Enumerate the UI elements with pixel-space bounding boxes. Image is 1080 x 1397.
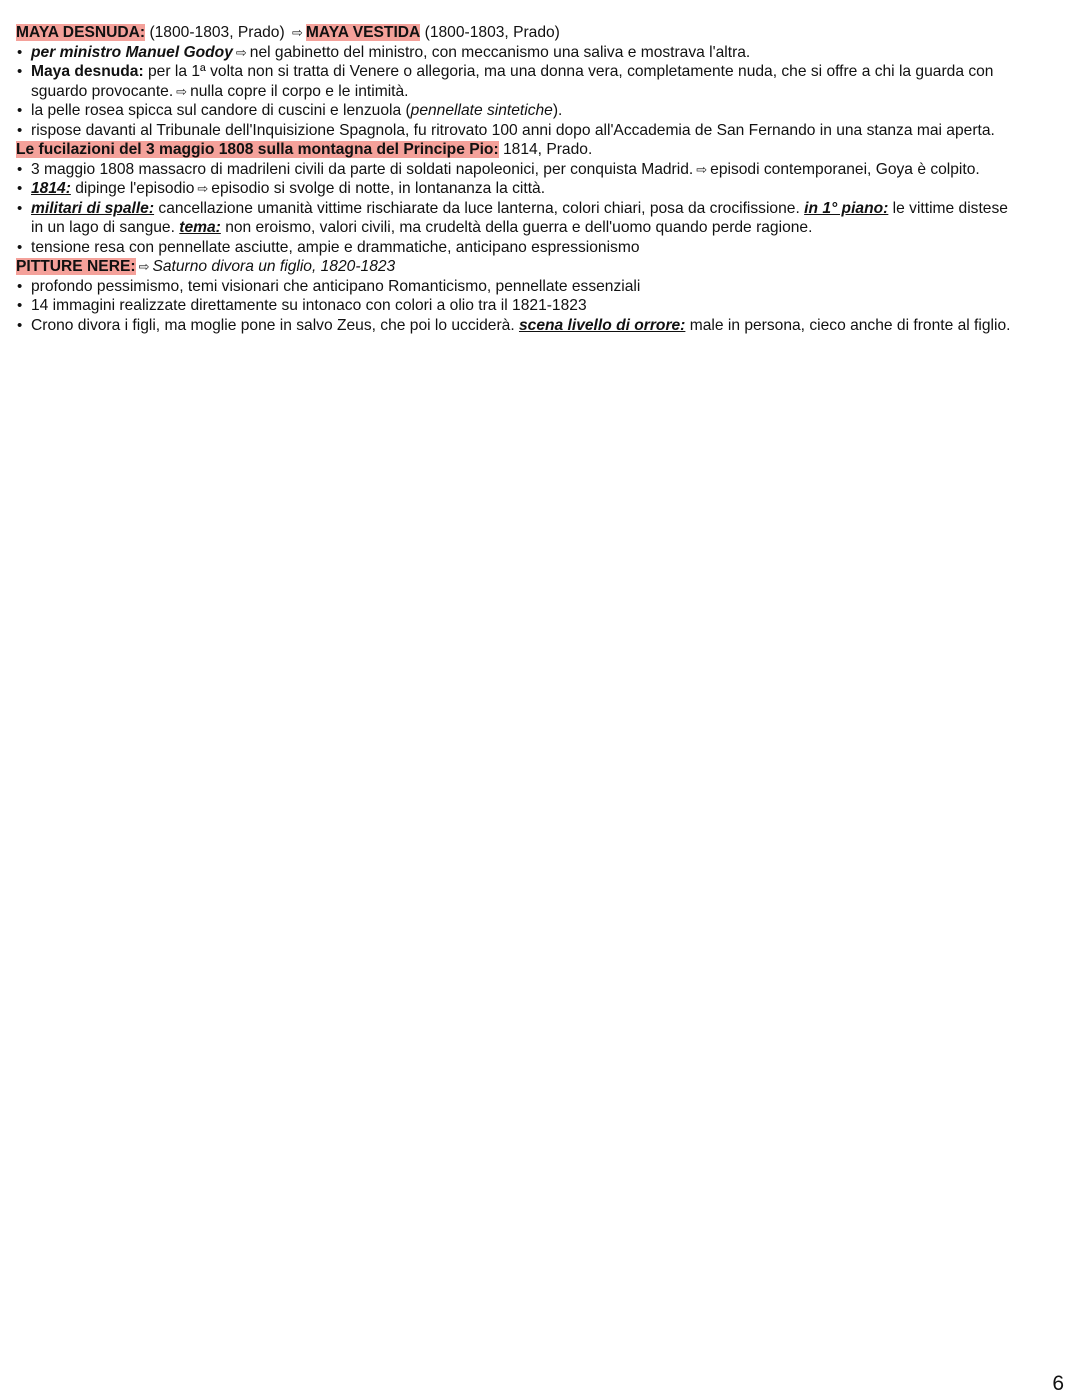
list-item-text: le vittime distese [888,199,1008,217]
list-item [16,62,1066,101]
list-item-text: dipinge l'episodio [70,180,195,197]
list-item-text: in un lago di sangue. [31,219,180,236]
list-item-text: la pelle rosea spicca sul candore di cuscini e lenzuola ( [31,102,411,119]
list-item [16,199,1066,238]
pitture-nere-bullet-list [16,277,1066,336]
list-item-italic: pennellate sintetiche [410,102,553,119]
list-item-text: 14 immagini realizzate direttamente su intonaco con colori a olio tra il 1821-1823 [31,297,587,314]
list-item-text: ). [552,102,563,119]
list-item [16,277,1066,297]
list-item-text: male in persona, cieco anche di fronte al figlio. [685,316,1011,334]
notes-page [16,23,1066,335]
list-item-text: sguardo provocante. [31,82,174,100]
page-number: 6 [1052,1372,1064,1395]
list-item [16,296,1066,316]
maya-bullet-list [16,43,1066,141]
maya-vestida-title: MAYA VESTIDA [305,24,421,41]
year-strong: 1814: [31,180,71,197]
fucilazioni-bullet-list [16,160,1066,258]
fucilazioni-meta: 1814, Prado. [498,141,593,158]
list-item-text: tensione resa con pennellate asciutte, ampie e drammatiche, anticipano espressionismo [31,238,640,256]
list-item-text: nel gabinetto del ministro, con meccanismo una saliva e mostrava l'altra. [249,43,751,61]
arrow-icon: ⇨ [176,83,188,99]
list-item-text: Crono divora i figli, ma moglie pone in salvo Zeus, che poi lo ucciderà. [31,316,519,334]
list-item-text: non eroismo, valori civili, ma crudeltà della guerra e dell'uomo quando perde ragione. [220,219,813,236]
pitture-nere-title: PITTURE NERE: [16,258,136,275]
list-item-text: nulla copre il corpo e le intimità. [190,82,409,100]
list-item-text: episodio si svolge di notte, in lontananza la città. [211,180,546,197]
list-item [16,43,1066,63]
list-item [16,179,1066,199]
tema-strong: tema: [179,219,221,236]
arrow-icon: ⇨ [235,44,247,60]
arrow-icon: ⇨ [138,259,150,274]
list-item [16,316,1066,336]
list-item [16,121,1066,141]
pitture-nere-subtitle: Saturno divora un figlio, 1820-1823 [152,258,396,275]
list-item-text: cancellazione umanità vittime rischiarate da luce lanterna, colori chiari, posa da crocifissione. [154,199,805,217]
godoy-strong: per ministro Manuel Godoy [31,43,233,61]
maya-desnuda-meta: (1800-1803, Prado) [145,24,290,41]
list-item-text: episodi contemporanei, Goya è colpito. [710,160,980,178]
list-item [16,101,1066,121]
militari-strong: militari di spalle: [31,199,155,217]
primo-piano-strong: in 1° piano: [804,199,889,217]
arrow-icon: ⇨ [696,161,708,177]
section-maya-heading [16,23,1066,43]
section-fucilazioni-heading [16,140,1066,160]
section-pitture-nere-heading [16,257,1066,277]
list-item [16,238,1066,258]
fucilazioni-title: Le fucilazioni del 3 maggio 1808 sulla montagna del Principe Pio: [16,141,499,158]
maya-vestida-meta: (1800-1803, Prado) [420,24,560,41]
arrow-icon: ⇨ [197,181,209,196]
list-item-text: 3 maggio 1808 massacro di madrileni civili da parte di soldati napoleonici, per conquista Madrid. [31,160,694,178]
list-item-text: rispose davanti al Tribunale dell'Inquisizione Spagnola, fu ritrovato 100 anni dopo all'Accademia de San Fernando in una stanza mai aperta. [31,121,995,139]
orrore-strong: scena livello di orrore: [518,316,686,334]
list-item [16,160,1066,180]
list-item-text: profondo pessimismo, temi visionari che anticipano Romanticismo, pennellate essenziali [31,277,641,295]
maya-desnuda-strong: Maya desnuda: [31,63,144,80]
maya-desnuda-title: MAYA DESNUDA: [16,24,146,41]
arrow-icon: ⇨ [292,25,303,40]
list-item-text: per la 1ª volta non si tratta di Venere o allegoria, ma una donna vera, completamente nuda, che si offre a chi la guarda con [143,63,994,80]
